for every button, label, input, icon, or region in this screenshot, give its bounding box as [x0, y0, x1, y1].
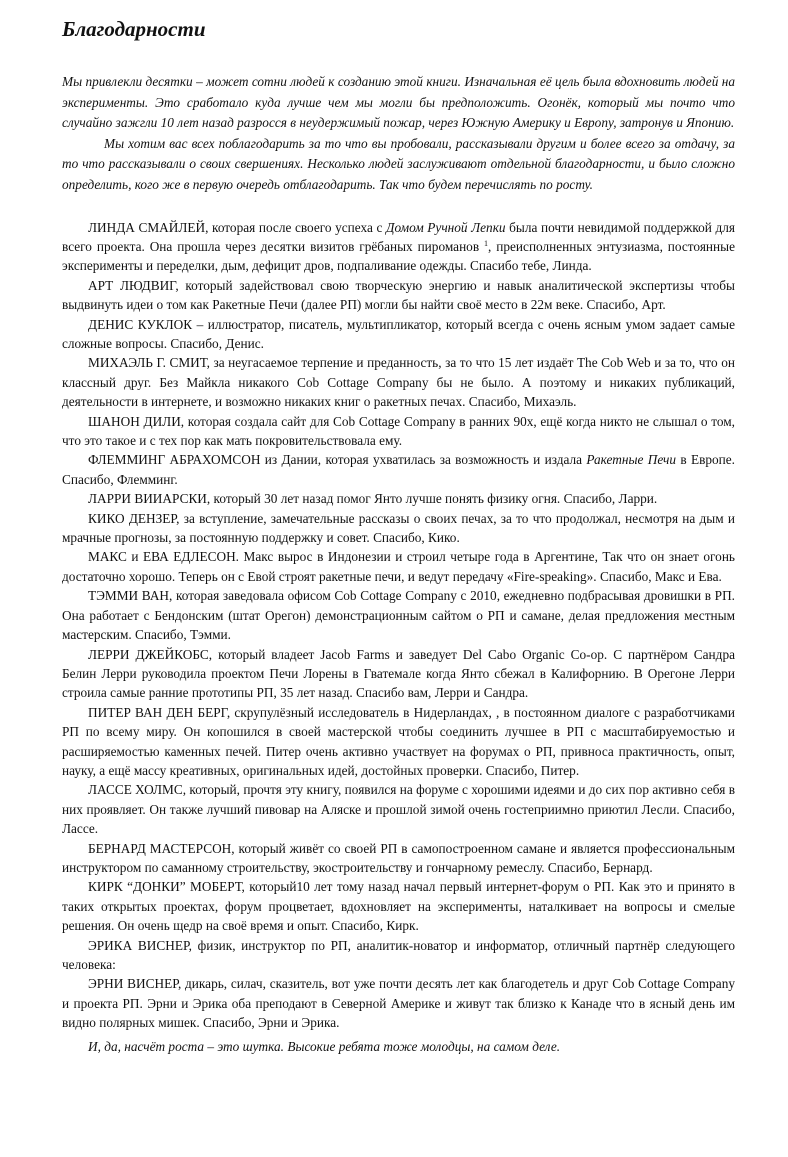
entry-text: , преисполненных энтузиазма, постоянные эксперименты и переделки, дым, дефицит дров, подпаливание одежды. Спасибо тебе, Линда.	[62, 238, 736, 274]
thanks-entry-linda	[62, 218, 735, 276]
thanks-entry-kiko: КИКО ДЕНЗЕР, за вступление, замечательные рассказы о своих печах, за то что продолжал, несмотря на дым и мрачные прогнозы, за постоянную поддержку и совет. Спасибо, Кико.	[62, 510, 735, 546]
entry-text: была почти невидимой поддержкой для всего проекта. Она прошла через десятки визитов грёбаных пироманов	[62, 219, 735, 254]
document-page	[62, 14, 735, 1057]
thanks-entry-lasse: ЛАССЕ ХОЛМС, который, прочтя эту книгу, появился на форуме с хорошими идеями и до сих пор активно себя в них проявляет. Он также лучший пивовар на Аляске и прошлой зимой очень гостеприимно приютил Лесли. Спасибо, Лассе.	[62, 782, 735, 837]
thanks-entry-tammy: ТЭММИ ВАН, которая заведовала офисом Cob Cottage Company с 2010, ежедневно подбрасывая дровишки в РП. Она работает с Бендонским (штат Орегон) демонстрационным сайтом о РП и самане, делая предложения местным мастерским. Спасибо, Тэмми.	[62, 588, 735, 643]
thanks-entry-erica: ЭРИКА ВИСНЕР, физик, инструктор по РП, аналитик-новатор и информатор, отличный партнёр следующего человека:	[62, 937, 735, 972]
spacer	[62, 196, 735, 218]
entry-text: ЛИНДА СМАЙЛЕЙ, которая после своего успеха с	[88, 219, 386, 235]
entry-text: в Европе. Спасибо, Флемминг.	[62, 452, 736, 487]
page-title: Благодарности	[62, 17, 206, 41]
thanks-entry-shannon: ШАНОН ДИЛИ, которая создала сайт для Cob Cottage Company в ранних 90х, ещё когда никто не слышал о том, что это такое и с тех пор как мать покровительствовала ему.	[62, 413, 735, 449]
thanks-entry-lerri: ЛЕРРИ ДЖЕЙКОБС, который владеет Jacob Farms и заведует Del Cabo Organic Co-op. С партнёром Сандра Белин Лерри руководила проектом Печи Лорены в Гватемале когда Янто сбежал в Калифорнию. В Орегоне Лерри строила самые ранние прототипы РП, 35 лет назад. Спасибо вам, Лерри и Сандра.	[62, 646, 735, 701]
thanks-entry-bernard: БЕРНАРД МАСТЕРСОН, который живёт со своей РП в самопостроенном самане и является профессиональным инструктором по саманному строительству, экостроительству и гончарному ремеслу. Спасибо, Бернард.	[62, 840, 735, 875]
footnote-marker: 1	[484, 238, 489, 248]
thanks-entry-art: АРТ ЛЮДВИГ, который задействовал свою творческую энергию и навык аналитической экспертизы чтобы выдвинуть идеи о том как Ракетные Печи (далее РП) могли бы найти своё место в 22м веке. Спасибо, Арт.	[62, 277, 735, 313]
entry-text: ФЛЕММИНГ АБРАХОМСОН из Дании, которая ухватилась за возможность и издала	[88, 452, 587, 468]
intro-paragraph-1: Мы привлекли десятки – может сотни людей к созданию этой книги. Изначальная её цель была вдохновить людей на эксперименты. Это сработало куда лучше чем мы могли бы предположить. Огонёк, который мы почто что случайно зажгли 10 лет назад разросся в неудержимый пожар, через Южную Америку и Европу, затронув и Японию.	[62, 74, 735, 131]
entry-emphasis: Домом Ручной Лепки	[385, 219, 506, 235]
thanks-entry-ernie: ЭРНИ ВИСНЕР, дикарь, силач, сказитель, вот уже почти десять лет как благодетель и друг Cob Cottage Company и проекта РП. Эрни и Эрика оба преподают в Северной Америке и живут так близко к Канаде что в ясный день им видно полярных мишек. Спасибо, Эрни и Эрика.	[62, 976, 735, 1031]
thanks-entry-peter: ПИТЕР ВАН ДЕН БЕРГ, скрупулёзный исследователь в Нидерландах, , в постоянном диалоге с разработчиками РП по всему миру. Он копошился в своей мастерской чтобы соединить лучшее в РП с масштабируемостью и расширяемостью каменных печей. Питер очень активно участвует на форумах о РП, привноса практичность, опыт, науку, а ещё массу креативных, оригинальных идей, достойных проверки. Спасибо, Питер.	[62, 704, 735, 778]
entry-emphasis: Ракетные Печи	[586, 452, 677, 468]
thanks-entry-michael: МИХАЭЛЬ Г. СМИТ, за неугасаемое терпение и преданность, за то что 15 лет издаёт The Cob Web и за то, что он классный друг. Без Майкла никакого Cob Cottage Company бы не было. А поэтому и никаких публикаций, деятельности в интернете, и возможно никаких книг о ракетных печах. Спасибо, Михаэль.	[62, 355, 735, 410]
thanks-entry-kirk: КИРК “ДОНКИ” МОБЕРТ, который10 лет тому назад начал первый интернет-форум о РП. Как это и принято в таких открытых проектах, форум процветает, вдохновляет на эксперименты, наталкивает на вопросы и смелые решения. Он очень щедр на своё время и опыт. Спасибо, Кирк.	[62, 879, 735, 934]
thanks-entry-denis: ДЕНИС КУКЛОК – иллюстратор, писатель, мультипликатор, который всегда с очень ясным умом задает самые сложные вопросы. Спасибо, Денис.	[62, 316, 735, 351]
closing-note: И, да, насчёт роста – это шутка. Высокие ребята тоже молодцы, на самом деле.	[88, 1038, 561, 1054]
thanks-entry-larry: ЛАРРИ ВИИАРСКИ, который 30 лет назад помог Янто лучше понять физику огня. Спасибо, Ларри.	[88, 491, 658, 507]
intro-paragraph-2: Мы хотим вас всех поблагодарить за то что вы пробовали, рассказывали другим и более всего за отдачу, за то что рассказывали о своих свершениях. Несколько людей заслуживают отдельной благодарности, и было сложно определить, кого же в первую очередь отблагодарить. Так что будем перечислять по росту.	[62, 135, 735, 192]
thanks-entry-max-eva: МАКС и ЕВА ЕДЛЕСОН. Макс вырос в Индонезии и строил четыре года в Аргентине, Так что он знает огонь достаточно хорошо. Теперь он с Евой строят ракетные печи, и ведут передачу «Fire-speaking». Спасибо, Макс и Ева.	[62, 549, 735, 584]
thanks-entry-fleming	[62, 450, 735, 489]
